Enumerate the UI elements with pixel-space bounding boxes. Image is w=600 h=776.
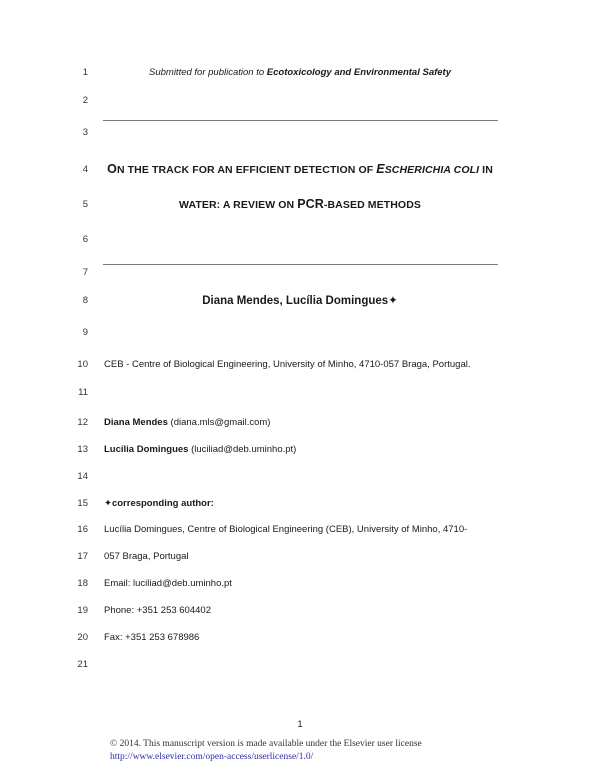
title-line-2: WATER: A REVIEW ON PCR-BASED METHODS <box>179 197 421 211</box>
title-rule-top <box>103 120 498 121</box>
line-number: 1 <box>82 67 88 78</box>
line-number: 20 <box>77 632 88 643</box>
corresponding-address-line-2: 057 Braga, Portugal <box>104 551 189 562</box>
line-number: 15 <box>77 498 88 509</box>
submission-prefix: Submitted for publication to <box>149 67 265 78</box>
line-number: 4 <box>82 164 88 175</box>
contact-name: Diana Mendes <box>104 417 168 428</box>
line-number: 10 <box>77 359 88 370</box>
line-number: 7 <box>82 267 88 278</box>
line-number: 13 <box>77 444 88 455</box>
authors: Diana Mendes, Lucília Domingues✦ <box>202 295 398 307</box>
contact-row <box>104 444 296 455</box>
line-number: 9 <box>82 327 88 338</box>
contact-email: (luciliad@deb.uminho.pt) <box>188 444 297 455</box>
page-number: 1 <box>297 719 303 730</box>
corresponding-phone: Phone: +351 253 604402 <box>104 605 211 616</box>
corresponding-fax: Fax: +351 253 678986 <box>104 632 200 643</box>
corresponding-email: Email: luciliad@deb.uminho.pt <box>104 578 232 589</box>
license-link[interactable]: http://www.elsevier.com/open-access/userlicense/1.0/ <box>110 752 314 762</box>
line-number: 19 <box>77 605 88 616</box>
title-rule-bottom <box>103 264 498 265</box>
corresponding-label: ✦corresponding author: <box>104 498 214 509</box>
line-number: 18 <box>77 578 88 589</box>
license-notice: © 2014. This manuscript version is made available under the Elsevier user license <box>110 739 422 749</box>
line-number: 6 <box>82 234 88 245</box>
contact-row <box>104 417 270 428</box>
line-number: 3 <box>82 127 88 138</box>
submission-note <box>100 67 500 78</box>
line-number: 17 <box>77 551 88 562</box>
corresponding-address-line-1: Lucília Domingues, Centre of Biological Engineering (CEB), University of Minho, 4710- <box>104 524 468 535</box>
line-number: 12 <box>77 417 88 428</box>
line-number: 2 <box>82 95 88 106</box>
affiliation: CEB - Centre of Biological Engineering, University of Minho, 4710-057 Braga, Portugal. <box>104 359 471 370</box>
line-number: 14 <box>77 471 88 482</box>
journal-name: Ecotoxicology and Environmental Safety <box>266 67 451 78</box>
line-number: 5 <box>82 199 88 210</box>
line-number: 16 <box>77 524 88 535</box>
contact-email: (diana.mls@gmail.com) <box>167 417 271 428</box>
title-line-1: ON THE TRACK FOR AN EFFICIENT DETECTION OF ESCHERICHIA COLI IN <box>107 162 493 176</box>
line-number: 8 <box>82 295 88 306</box>
line-number: 11 <box>78 387 88 398</box>
line-number: 21 <box>77 659 88 670</box>
contact-name: Lucília Domingues <box>104 444 189 455</box>
